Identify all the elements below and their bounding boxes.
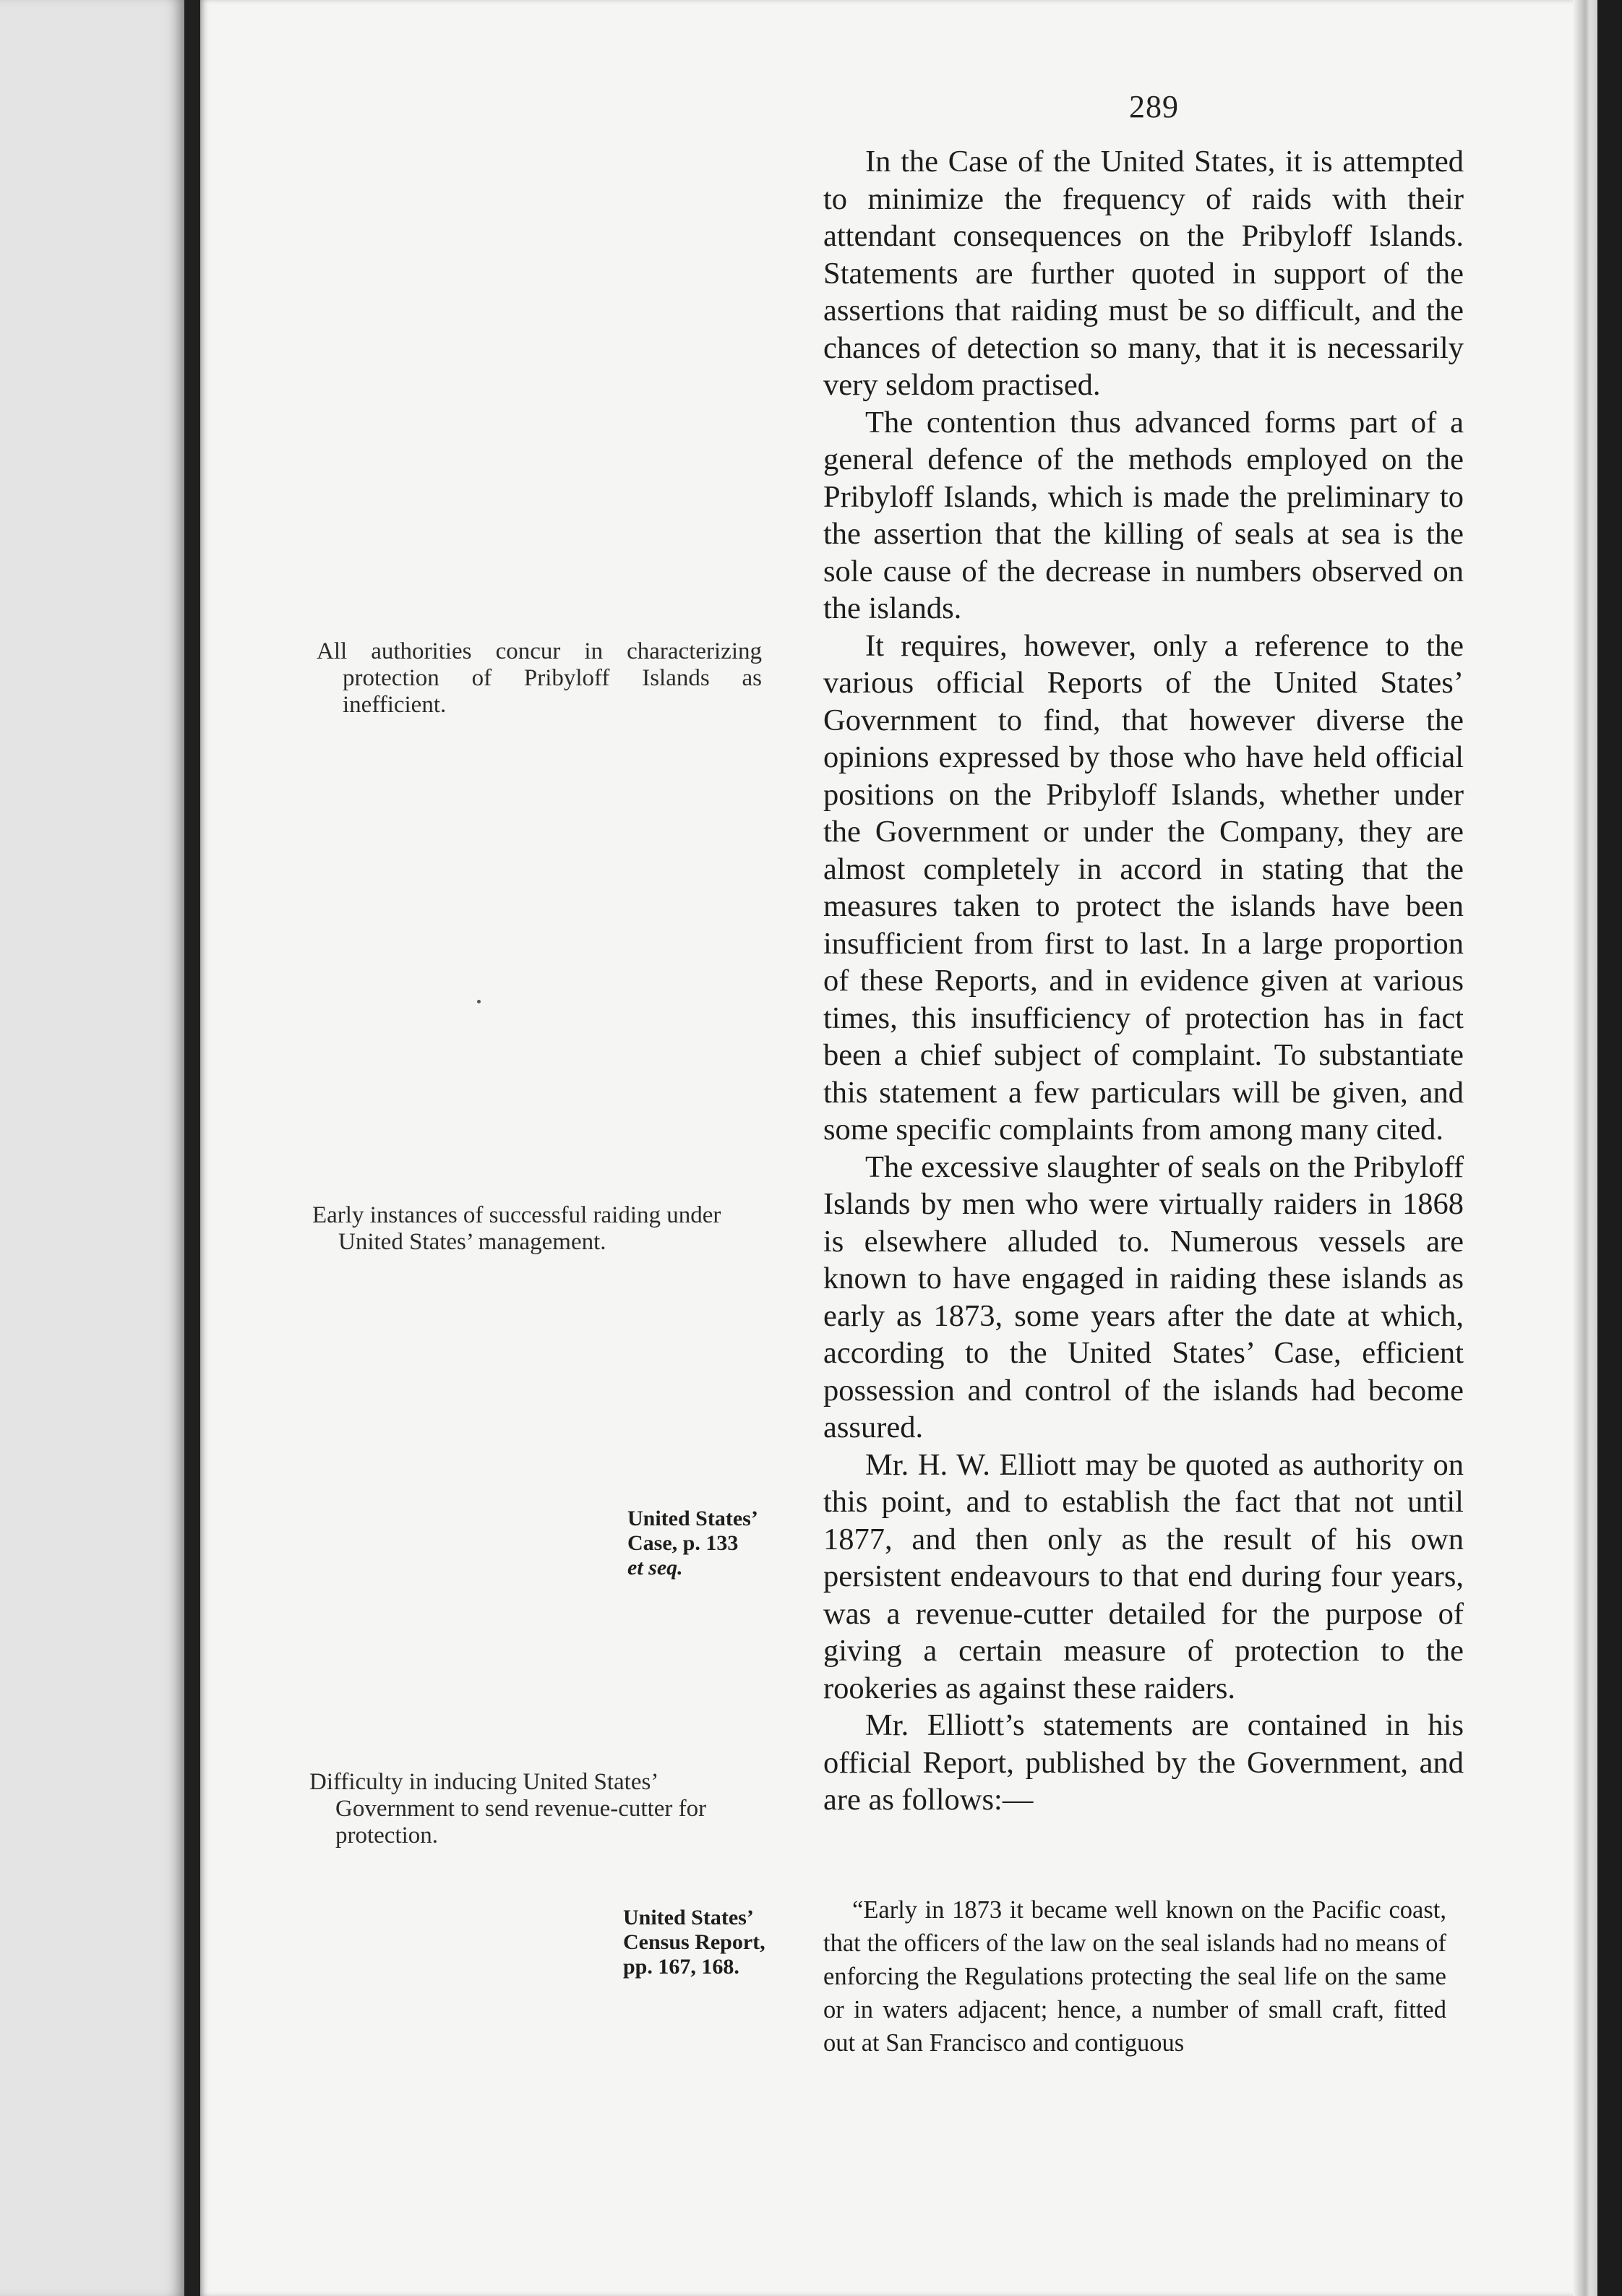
previous-page-edge — [0, 0, 184, 2296]
margin-note-authorities: All authorities concur in characterizing protection of Pribyloff Islands as inefficient. — [317, 638, 762, 718]
book-gutter — [184, 0, 200, 2296]
reference-census — [623, 1906, 797, 1979]
paragraph: The contention thus advanced forms part of a general defence of the methods employed on the Pribyloff Islands, which is made the preliminary to the assertion that the killing of seals at sea is the sole cause of the decrease in numbers observed on the islands. — [823, 405, 1464, 625]
page-number: 289 — [1129, 89, 1179, 124]
reference-line-italic: et seq. — [627, 1556, 683, 1580]
paragraph: It requires, however, only a reference to the various official Reports of the United States’ Government to find, that however diverse the opinions expressed by those who have held official positions on the Pribyloff Islands, whether under the Government or under the Company, they are almost completely in accord in stating that the measures taken to protect the islands have been insufficient from first to last. In a large proportion of these Reports, and in evidence given at various times, this insufficiency of protection has in fact been a chief subject of complaint. To substantiate this statement a few particulars will be given, and some specific complaints from among many cited. — [823, 628, 1464, 1147]
paragraph: In the Case of the United States, it is attempted to minimize the frequency of raids with their attendant consequences on the Pribyloff Islands. Statements are further quoted in support of the assertions that raiding must be so difficult, and the chances of detection so many, that it is necessarily very seldom practised. — [823, 145, 1464, 402]
page-speck — [477, 1000, 481, 1003]
paragraph: Mr. H. W. Elliott may be quoted as authority on this point, and to establish the fact that not until 1877, and then only as the result of his own persistent endeavours to that end during four years, was a revenue-cutter detailed for the purpose of giving a certain measure of protection to the rookeries as against these raiders. — [823, 1447, 1464, 1705]
margin-note-revenue-cutter: Difficulty in inducing United States’ Government to send revenue-cutter for protection. — [309, 1769, 707, 1849]
margin-note-early-raiding: Early instances of successful raiding under United States’ management. — [312, 1202, 721, 1255]
page-edge-shadow — [1573, 0, 1597, 2296]
reference-case — [627, 1507, 801, 1580]
block-quote: “Early in 1873 it became well known on the Pacific coast, that the officers of the law on the seal islands had no means of enforcing the Regulations protecting the seal life on the same or in waters adjacent; hence, a number of small craft, fitted out at San Francisco and contiguous — [823, 1896, 1446, 2057]
main-text-column — [823, 143, 1464, 1819]
reference-line: Census Report, — [623, 1930, 765, 1954]
reference-line: pp. 167, 168. — [623, 1955, 739, 1979]
reference-line: United States’ — [623, 1906, 754, 1929]
paragraph: Mr. Elliott’s statements are contained in his official Report, published by the Government, and are as follows:— — [823, 1708, 1464, 1817]
reference-line: Case, p. 133 — [627, 1531, 739, 1555]
paragraph: The excessive slaughter of seals on the Pribyloff Islands by men who were virtually raiders in 1868 is elsewhere alluded to. Numerous vessels are known to have engaged in raiding these islands as early as 1873, some years after the date at which, according to the United States’ Case, efficient possession and control of the islands had become assured. — [823, 1149, 1464, 1444]
reference-line: United States’ — [627, 1507, 758, 1530]
